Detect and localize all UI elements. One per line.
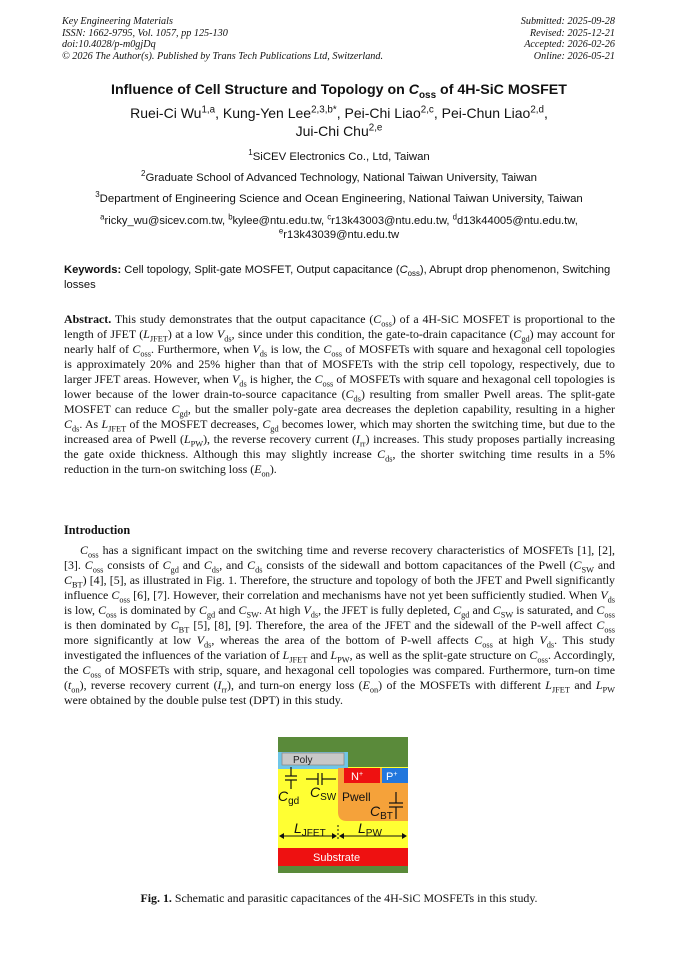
author-name: Ruei-Ci Wu xyxy=(130,105,202,121)
text-run: , but the smaller poly-gate area decreases the depletion capability, resulting in a higher xyxy=(187,402,615,417)
email-link[interactable]: r13k43003@ntu.edu.tw xyxy=(331,215,447,227)
affiliation: $^3$Department of Engineering Science and Ocean Engineering, National Taiwan University, Taiwan xyxy=(95,190,583,205)
text-run: [5], [8], [9]. Therefore, the area of the JFET and the sidewall of the P-well affect xyxy=(189,618,597,633)
text-run: consists of the sidewall and bottom capacitances of the Pwell ( xyxy=(262,558,574,573)
text-run: ) may account for nearly half of xyxy=(64,327,616,357)
subscript: oss xyxy=(140,349,152,359)
text-run: ) of the MOSFETs with different xyxy=(378,678,546,693)
text-run: , the JFET is fully depleted, xyxy=(318,603,454,618)
text-run: ) [4], [5], as illustrated in Fig. 1. Therefore, the structure and topology of both the JFET and Pwell significantly influence xyxy=(64,573,615,603)
text-run: ) increases. This study proposes partially increasing the gate oxide thickness. Although this may slightly increase xyxy=(64,432,615,462)
symbol: E xyxy=(254,462,262,477)
nplus-label: N+ xyxy=(351,771,364,783)
subscript: oss xyxy=(604,610,616,620)
subscript: ds xyxy=(607,595,615,605)
subscript: gd xyxy=(170,565,179,575)
subscript: JFET xyxy=(551,685,570,695)
symbol: C xyxy=(84,558,93,573)
symbol: C xyxy=(513,327,522,342)
text-run: were obtained by the double pulse test (DPT) in this study. xyxy=(64,693,343,708)
email-link[interactable]: r13k43039@ntu.edu.tw xyxy=(283,229,400,241)
journal-name: Key Engineering Materials xyxy=(62,16,173,27)
subscript: gd xyxy=(179,409,188,419)
text-run: ) of a 4H-SiC MOSFET is proportional to the length of JFET ( xyxy=(64,312,616,342)
symbol: V xyxy=(232,372,240,387)
figure-1 xyxy=(278,737,408,878)
subscript: rr xyxy=(221,685,228,695)
symbol: V xyxy=(196,633,204,648)
symbol: C xyxy=(203,558,212,573)
subscript: oss xyxy=(92,565,104,575)
subscript: ds xyxy=(204,640,212,650)
symbol: C xyxy=(453,603,462,618)
revised-date: Revised: 2025-12-21 xyxy=(529,27,615,39)
email-list: $^a$ricky_wu@sicev.com.tw, $^b$kylee@ntu.edu.tw, $^c$r13k43003@ntu.edu.tw, $^d$d13k44005@ntu.edu.tw, $^e$r13k43039@ntu.edu.tw xyxy=(100,212,578,241)
text-run: has a significant impact on the switching time and reverse recovery characteristics of MOSFETs [1], [2], [3]. xyxy=(64,543,615,573)
doi-line[interactable]: doi:10.4028/p-m0gjDq xyxy=(62,39,156,51)
symbol: C xyxy=(373,312,382,326)
subscript: JFET xyxy=(108,424,127,434)
author-name: Pei-Chun Liao xyxy=(441,105,531,121)
symbol: C xyxy=(323,342,332,357)
text-run: . Furthermore, when xyxy=(151,342,253,357)
subscript: gd xyxy=(461,610,470,620)
subscript: oss xyxy=(604,625,615,635)
subscript: oss xyxy=(482,640,493,650)
text-run: of MOSFETs with square and hexagonal cell topologies is lower because of the lower drain-to-source capacitance ( xyxy=(64,372,615,402)
symbol: I xyxy=(217,678,222,693)
subscript: gd xyxy=(521,334,530,344)
email-link[interactable]: kylee@ntu.edu.tw xyxy=(232,215,322,227)
symbol: L xyxy=(595,678,603,693)
symbol: C xyxy=(64,417,72,432)
text-run: and xyxy=(178,558,204,573)
subscript: ds xyxy=(310,610,319,620)
symbol: L xyxy=(101,417,109,432)
subscript: SW xyxy=(246,610,259,620)
author-list: Ruei-Ci Wu$^{1,a}$, Kung-Yen Lee$^{2,3,b*}$, Pei-Chi Liao$^{2,c}$, Pei-Chun Liao$^{2,d}$, Jui-Chi Chu$^{2,e}$ xyxy=(130,104,548,139)
symbol: C xyxy=(82,663,91,678)
symbol: L xyxy=(545,678,552,693)
introduction-body xyxy=(64,543,615,709)
text-run: is saturated, and xyxy=(513,603,597,618)
text-run: ), and turn-on energy loss ( xyxy=(227,678,363,693)
symbol: C xyxy=(98,603,107,618)
symbol: V xyxy=(252,342,260,357)
symbol: L xyxy=(330,648,338,663)
subscript: oss xyxy=(87,550,99,560)
email-link[interactable]: ricky_wu@sicev.com.tw xyxy=(104,215,222,227)
symbol: L xyxy=(143,327,150,342)
text-run: is higher, the xyxy=(246,372,315,387)
subscript: ds xyxy=(71,424,80,434)
subscript: PW xyxy=(337,655,350,665)
text-run: at high xyxy=(492,633,540,648)
symbol: E xyxy=(362,678,370,693)
cbt-label: $C_{BT}$ xyxy=(370,803,393,822)
symbol: C xyxy=(474,633,483,648)
keywords: Keywords: Cell topology, Split-gate MOSFET, Output capacitance $(C_{oss})$, Abrupt drop phenomenon, Switching losses xyxy=(64,264,611,291)
text-run: , and xyxy=(219,558,248,573)
text-run: more significantly at low xyxy=(64,633,197,648)
poly-label: Poly xyxy=(293,755,313,766)
abstract xyxy=(64,312,615,478)
subscript: oss xyxy=(381,319,392,329)
symbol: C xyxy=(492,603,501,618)
symbol: C xyxy=(314,372,323,387)
subscript: ds xyxy=(259,349,268,359)
symbol: C xyxy=(171,402,180,417)
subscript: ds xyxy=(353,394,361,404)
symbol: C xyxy=(596,618,605,633)
text-run: . At high xyxy=(258,603,304,618)
text-run: , the shorter switching time results in a 5% reduction in the turn-on switching loss ( xyxy=(64,447,615,477)
pwell-label: Pwell xyxy=(342,790,371,804)
subscript: gd xyxy=(270,424,279,434)
text-run: and xyxy=(569,678,596,693)
text-run: is low, xyxy=(64,603,99,618)
poly-gate xyxy=(282,753,344,765)
subscript: ds xyxy=(211,565,220,575)
author-name: Jui-Chi Chu xyxy=(295,123,369,139)
subscript: JFET xyxy=(149,334,168,344)
substrate-label: Substrate xyxy=(313,852,361,864)
symbol: C xyxy=(573,558,582,573)
symbol: t xyxy=(67,678,72,693)
text-run: ), the reverse recovery current ( xyxy=(203,432,357,447)
symbol: L xyxy=(282,648,290,663)
abstract-body xyxy=(64,312,616,479)
copyright-line: © 2026 The Author(s). Published by Trans Tech Publications Ltd, Switzerland. xyxy=(62,50,384,62)
subscript: ds xyxy=(224,334,232,344)
subscript: BT xyxy=(71,580,83,590)
subscript: oss xyxy=(537,655,548,665)
mosfet-schematic xyxy=(278,737,408,873)
text-run: . As xyxy=(79,417,102,432)
submitted-date: Submitted: 2025-09-28 xyxy=(520,16,615,27)
symbol: C xyxy=(247,558,256,573)
text-run: , as well as the split-gate structure on xyxy=(349,648,530,663)
email-link[interactable]: d13k44005@ntu.edu.tw xyxy=(456,215,575,227)
subscript: on xyxy=(369,685,379,695)
section-heading-introduction: Introduction xyxy=(64,523,131,537)
author-name: Pei-Chi Liao xyxy=(344,105,421,121)
symbol: C xyxy=(170,618,179,633)
subscript: SW xyxy=(581,565,594,575)
subscript: oss xyxy=(322,379,334,389)
keywords-label: Keywords: xyxy=(64,264,122,276)
figure-caption: Fig. 1. Schematic and parasitic capacitances of the 4H-SiC MOSFETs in this study. xyxy=(140,891,538,905)
text-run: [6], [7]. However, their correlation and mechanisms have not yet been sufficiently studied. When xyxy=(129,588,601,603)
text-run: and xyxy=(215,603,239,618)
lpw-label: $L_{PW}$ xyxy=(358,820,382,839)
introduction-paragraph xyxy=(64,543,615,709)
text-run: of MOSFETs with strip, square, and hexagonal cell topologies was compared. Furthermore, turn-on time ( xyxy=(64,663,615,693)
affiliation: $^2$Graduate School of Advanced Technology, National Taiwan University, Taiwan xyxy=(141,169,537,184)
subscript: ds xyxy=(385,454,393,464)
symbol: C xyxy=(198,603,207,618)
subscript: oss xyxy=(119,595,130,605)
text-run: becomes lower, which may shorten the switching time, but due to the increased area of Pwell ( xyxy=(64,417,615,447)
paper-title: Influence of Cell Structure and Topology on $C_{oss}$ of 4H-SiC MOSFET xyxy=(111,82,567,101)
affiliation: $^1$SiCEV Electronics Co., Ltd, Taiwan xyxy=(248,148,430,163)
text-run: This study demonstrates that the output capacitance ( xyxy=(111,312,374,326)
symbol: C xyxy=(162,558,171,573)
subscript: ds xyxy=(239,379,247,389)
text-run: is low, the xyxy=(267,342,324,357)
accepted-date: Accepted: 2026-02-26 xyxy=(524,39,615,51)
subscript: gd xyxy=(206,610,216,620)
text-run: . This study investigated the influences of the variation of xyxy=(64,633,616,663)
subscript: BT xyxy=(178,625,190,635)
text-run: and xyxy=(307,648,331,663)
symbol: C xyxy=(80,543,88,557)
symbol: C xyxy=(111,588,120,603)
text-run: ) at a low xyxy=(167,327,217,342)
subscript: on xyxy=(261,469,270,479)
text-run: of MOSFETs with square and hexagonal cell topologies is approximately 20% and 25% higher than that of MOSFETs with the strip cell topology, respectively, due to larger JFET areas. However, when xyxy=(64,342,615,387)
text-run: of the MOSFET decreases, xyxy=(126,417,263,432)
symbol: V xyxy=(539,633,547,648)
abstract-label: Abstract. xyxy=(64,312,112,326)
symbol: C xyxy=(596,603,605,618)
text-run: , whereas the area of the bottom of P-well affects xyxy=(211,633,475,648)
author-name: Kung-Yen Lee xyxy=(222,105,312,121)
pplus-label: P+ xyxy=(386,771,398,783)
caption-label: Fig. 1. xyxy=(140,891,172,905)
symbol: C xyxy=(345,387,354,402)
text-run: is then dominated by xyxy=(64,618,171,633)
cgd-label: $C_{gd}$ xyxy=(278,788,300,807)
subscript: SW xyxy=(500,610,514,620)
text-run: , since under this condition, the gate-to-drain capacitance ( xyxy=(231,327,514,342)
text-run: and xyxy=(593,558,616,573)
subscript: on xyxy=(71,685,80,695)
text-run: is dominated by xyxy=(116,603,199,618)
symbol: C xyxy=(64,573,72,588)
subscript: PW xyxy=(602,685,615,695)
dates-header xyxy=(521,16,615,62)
text-run: ) resulting from smaller Pwell areas. The split-gate MOSFET can reduce xyxy=(64,387,615,417)
subscript: rr xyxy=(359,439,366,449)
subscript: ds xyxy=(255,565,263,575)
csw-label: $C_{SW}$ xyxy=(310,784,337,803)
symbol: C xyxy=(262,417,271,432)
symbol: C xyxy=(132,342,141,357)
text-run: consists of xyxy=(103,558,163,573)
symbol: C xyxy=(377,447,386,462)
symbol: V xyxy=(600,588,608,603)
subscript: oss xyxy=(331,349,342,359)
online-date: Online: 2026-05-21 xyxy=(533,50,615,62)
journal-header xyxy=(62,16,383,62)
symbol: C xyxy=(238,603,247,618)
text-run: and xyxy=(469,603,493,618)
subscript: JFET xyxy=(289,655,308,665)
symbol: V xyxy=(217,327,225,342)
text-run: . Accordingly, the xyxy=(64,648,615,678)
symbol: L xyxy=(183,432,191,447)
text-run: ), reverse recovery current ( xyxy=(79,678,218,693)
text-run: ). xyxy=(269,462,277,477)
ljfet-label: $L_{JFET}$ xyxy=(294,820,326,839)
subscript: oss xyxy=(90,670,102,680)
symbol: I xyxy=(356,432,360,447)
symbol: C xyxy=(529,648,538,663)
subscript: PW xyxy=(190,439,204,449)
subscript: oss xyxy=(106,610,117,620)
issn-line: ISSN: 1662-9795, Vol. 1057, pp 125-130 xyxy=(62,27,228,39)
subscript: ds xyxy=(546,640,555,650)
symbol: V xyxy=(303,603,311,618)
